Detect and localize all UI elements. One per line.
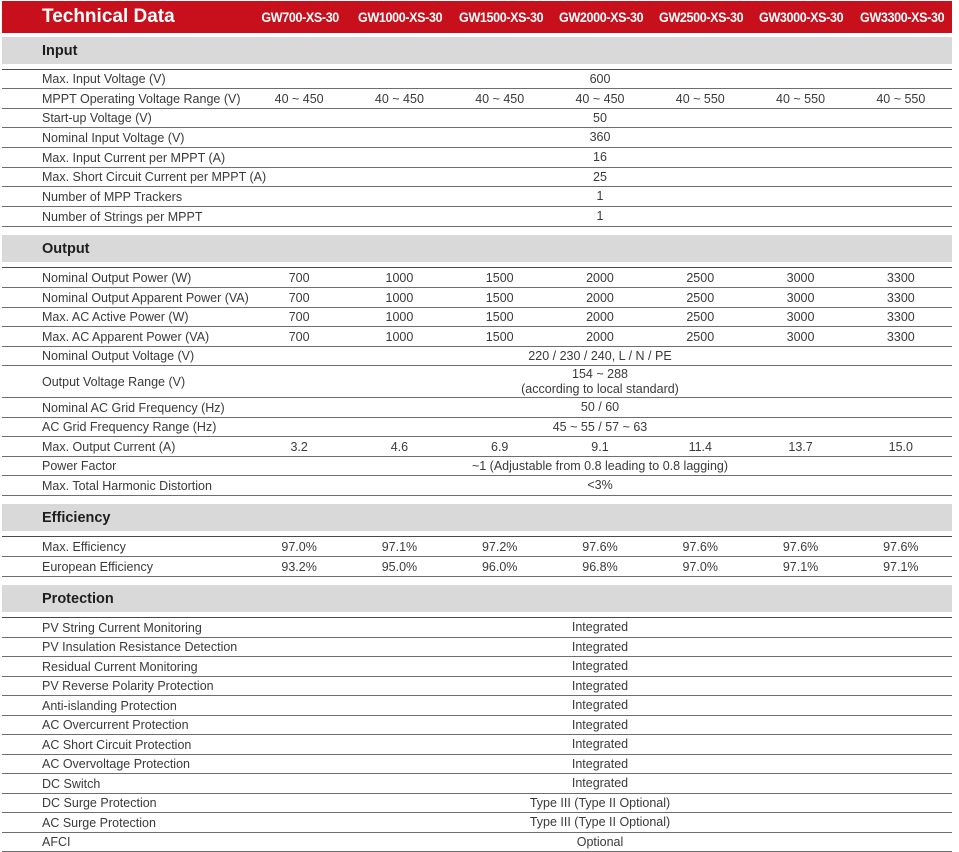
spec-values: [249, 330, 951, 344]
model-name: GW1500-XS-30: [458, 9, 543, 25]
spec-value-merged: [249, 679, 951, 694]
spec-value: 97.6%: [682, 539, 718, 554]
spec-label: Max. AC Apparent Power (VA): [42, 329, 210, 344]
spec-value-line: Integrated: [571, 756, 629, 771]
spec-value: 1000: [385, 290, 414, 305]
spec-value: 97.1%: [883, 559, 919, 574]
spec-row: [2, 457, 952, 476]
spec-value-line: 360: [589, 130, 611, 144]
spec-value-merged: [249, 640, 951, 655]
spec-row: [2, 657, 952, 677]
spec-value: 97.0%: [682, 559, 718, 574]
spec-values: [249, 737, 951, 752]
spec-value: 40 ~ 550: [776, 91, 826, 106]
spec-values: [249, 560, 951, 574]
spec-values: [249, 420, 951, 435]
model-name: GW1000-XS-30: [358, 9, 443, 25]
spec-value: 3300: [886, 329, 915, 344]
spec-row: [2, 437, 952, 457]
spec-value-line: Integrated: [571, 776, 629, 790]
spec-value-line: 50 / 60: [580, 400, 620, 414]
spec-value: 95.0%: [381, 559, 418, 574]
spec-label: Max. AC Active Power (W): [42, 310, 189, 324]
spec-label: Anti-islanding Protection: [42, 698, 177, 713]
spec-values: [249, 92, 951, 106]
spec-value: 11.4: [688, 439, 712, 454]
spec-row: [2, 618, 952, 638]
spec-values: [249, 367, 951, 397]
spec-label: AC Short Circuit Protection: [42, 737, 192, 752]
spec-value-merged: [249, 72, 951, 87]
spec-value: 97.0%: [281, 539, 317, 554]
spec-values: [249, 111, 951, 126]
spec-value-merged: [249, 659, 951, 674]
spec-value-line: 25: [593, 169, 607, 184]
spec-row: [2, 716, 952, 735]
spec-values: [249, 130, 951, 145]
spec-label: Number of MPP Trackers: [42, 189, 183, 204]
spec-row: [2, 476, 952, 496]
spec-value-merged: [249, 150, 951, 165]
spec-values: [249, 776, 951, 791]
spec-value: 1500: [485, 310, 514, 324]
spec-value: 2000: [586, 329, 614, 344]
spec-value: 1500: [485, 290, 514, 305]
spec-value: 2000: [586, 310, 614, 324]
spec-value-line: 45 ~ 55 / 57 ~ 63: [552, 419, 648, 434]
spec-value-line: Integrated: [571, 698, 629, 712]
spec-value-merged: [249, 698, 951, 713]
spec-label: Nominal AC Grid Frequency (Hz): [42, 400, 225, 415]
spec-row: [2, 288, 952, 308]
page-title: Technical Data: [42, 6, 175, 27]
spec-value-line: Integrated: [571, 659, 629, 673]
spec-values: [249, 349, 951, 364]
spec-label: Start-up Voltage (V): [42, 111, 152, 125]
spec-row: [2, 70, 952, 89]
spec-value: 97.2%: [481, 539, 518, 554]
spec-value-line: (according to local standard): [521, 381, 679, 396]
spec-value: 97.6%: [883, 539, 919, 554]
spec-row: [2, 677, 952, 696]
spec-row: [2, 268, 952, 288]
spec-values: [249, 209, 951, 224]
spec-value-line: Integrated: [571, 717, 629, 732]
spec-value: 700: [288, 329, 310, 344]
spec-value-merged: [249, 835, 951, 850]
spec-label: Nominal Output Apparent Power (VA): [42, 290, 249, 305]
spec-values: [249, 679, 951, 694]
spec-label: DC Surge Protection: [42, 796, 157, 810]
spec-value: 96.0%: [481, 559, 518, 574]
spec-label: Max. Efficiency: [42, 539, 126, 554]
spec-label: DC Switch: [42, 776, 101, 791]
spec-row: [2, 638, 952, 657]
spec-row: [2, 696, 952, 716]
spec-label: Max. Input Current per MPPT (A): [42, 150, 226, 165]
spec-value: 97.1%: [782, 559, 819, 574]
spec-table: [2, 33, 952, 852]
spec-row: [2, 418, 952, 437]
spec-values: [249, 291, 951, 305]
spec-label: Number of Strings per MPPT: [42, 209, 203, 224]
model-name: GW2000-XS-30: [558, 9, 644, 25]
spec-values: [249, 796, 951, 811]
spec-label: Nominal Output Voltage (V): [42, 349, 195, 363]
spec-values: [249, 478, 951, 493]
spec-values: [249, 757, 951, 772]
spec-value-merged: [249, 757, 951, 772]
spec-value: 9.1: [591, 439, 609, 454]
spec-value: 2500: [686, 329, 715, 344]
spec-label: PV Reverse Polarity Protection: [42, 679, 214, 693]
spec-values: [249, 620, 951, 635]
model-name: GW3300-XS-30: [859, 9, 944, 25]
spec-value-merged: [249, 420, 951, 435]
spec-value: 2000: [586, 290, 614, 305]
spec-value-line: Type III (Type II Optional): [529, 795, 671, 810]
spec-row: [2, 557, 952, 577]
spec-value: 3000: [786, 329, 815, 344]
spec-label: AFCI: [42, 835, 71, 849]
spec-value: 700: [288, 270, 310, 285]
spec-values: [249, 659, 951, 674]
spec-value-merged: [249, 459, 951, 474]
spec-value-line: 154 ~ 288: [572, 366, 628, 381]
spec-value: 700: [288, 310, 310, 324]
spec-value-merged: [249, 349, 951, 364]
spec-value-merged: [249, 796, 951, 811]
spec-value: 40 ~ 450: [475, 91, 525, 106]
spec-label: Power Factor: [42, 459, 117, 473]
spec-value: 3300: [886, 270, 915, 285]
spec-values: [249, 189, 951, 204]
spec-value-merged: [249, 130, 951, 145]
spec-value-merged: [249, 400, 951, 415]
spec-label: Nominal Input Voltage (V): [42, 130, 185, 145]
spec-row: [2, 148, 952, 168]
spec-value-line: Integrated: [571, 678, 629, 693]
spec-value-merged: [249, 367, 951, 397]
spec-label: Max. Short Circuit Current per MPPT (A): [42, 170, 267, 184]
spec-value-line: Integrated: [571, 620, 629, 634]
spec-row: [2, 755, 952, 774]
spec-value-merged: [249, 737, 951, 752]
spec-label: AC Overvoltage Protection: [42, 757, 190, 771]
spec-label: Max. Input Voltage (V): [42, 72, 166, 86]
spec-value: 40 ~ 450: [274, 91, 324, 106]
spec-value-merged: [249, 815, 951, 830]
spec-value-line: Optional: [576, 834, 624, 849]
spec-values: [249, 400, 951, 415]
spec-value: 13.7: [788, 439, 813, 454]
spec-value-line: <3%: [587, 478, 613, 492]
spec-row: [2, 537, 952, 557]
spec-value-merged: [249, 776, 951, 791]
spec-value: 2500: [686, 270, 715, 285]
spec-value: 3300: [886, 310, 915, 324]
spec-row: [2, 327, 952, 347]
spec-value: 1000: [385, 270, 414, 285]
spec-value-merged: [249, 478, 951, 493]
spec-value-merged: [249, 189, 951, 204]
spec-value: 40 ~ 550: [876, 91, 926, 106]
spec-values: [249, 271, 951, 285]
spec-value: 1000: [385, 310, 414, 324]
spec-label: MPPT Operating Voltage Range (V): [42, 91, 241, 106]
spec-label: PV String Current Monitoring: [42, 620, 202, 635]
spec-value-line: 50: [593, 110, 607, 125]
spec-label: AC Overcurrent Protection: [42, 718, 189, 732]
model-header-row: [250, 10, 952, 25]
spec-label: Max. Total Harmonic Distortion: [42, 478, 212, 493]
section-title-efficiency: Efficiency: [2, 500, 952, 531]
spec-row: [2, 187, 952, 207]
spec-values: [249, 170, 951, 185]
spec-value-merged: [249, 209, 951, 224]
spec-value-merged: [249, 718, 951, 733]
spec-label: Residual Current Monitoring: [42, 659, 198, 674]
spec-row: [2, 398, 952, 418]
spec-value: 40 ~ 450: [374, 91, 424, 106]
spec-value-line: 220 / 230 / 240, L / N / PE: [528, 348, 672, 363]
spec-label: Nominal Output Power (W): [42, 270, 192, 285]
spec-value-merged: [249, 111, 951, 126]
technical-data-header: [2, 1, 952, 33]
spec-values: [249, 718, 951, 733]
spec-values: [249, 72, 951, 87]
spec-row: [2, 89, 952, 109]
spec-row: [2, 347, 952, 366]
spec-value: 6.9: [491, 439, 509, 454]
spec-value: 2000: [586, 270, 614, 285]
spec-value: 97.6%: [782, 539, 819, 554]
spec-row: [2, 128, 952, 148]
spec-value-line: 1: [596, 209, 604, 223]
spec-row: [2, 109, 952, 128]
spec-label: European Efficiency: [42, 559, 153, 574]
spec-row: [2, 735, 952, 755]
model-name: GW2500-XS-30: [659, 9, 744, 25]
spec-value: 3000: [786, 310, 815, 324]
spec-value: 1500: [485, 270, 514, 285]
model-name: GW700-XS-30: [261, 9, 339, 25]
spec-label: AC Surge Protection: [42, 815, 156, 830]
spec-values: [249, 459, 951, 474]
spec-values: [249, 440, 951, 454]
spec-value: 15.0: [888, 439, 913, 454]
spec-value: 2500: [686, 310, 715, 324]
spec-value: 1000: [385, 329, 414, 344]
spec-value-line: Type III (Type II Optional): [529, 815, 671, 829]
spec-row: [2, 308, 952, 327]
spec-values: [249, 835, 951, 850]
model-name: GW3000-XS-30: [759, 9, 844, 25]
spec-value: 40 ~ 450: [575, 91, 625, 106]
spec-value: 3000: [786, 270, 815, 285]
spec-value-line: 16: [593, 150, 607, 164]
spec-value: 3000: [786, 290, 815, 305]
spec-values: [249, 310, 951, 324]
section-title-protection: Protection: [2, 581, 952, 612]
spec-label: Max. Output Current (A): [42, 439, 176, 454]
spec-row: [2, 813, 952, 833]
spec-value: 3300: [886, 290, 915, 305]
spec-value: 40 ~ 550: [675, 91, 725, 106]
spec-value: 97.6%: [582, 539, 618, 554]
spec-values: [249, 640, 951, 655]
spec-value-line: 600: [589, 71, 611, 86]
spec-value-merged: [249, 620, 951, 635]
spec-value-line: Integrated: [571, 737, 629, 751]
spec-values: [249, 540, 951, 554]
spec-label: PV Insulation Resistance Detection: [42, 640, 238, 654]
spec-value: 97.1%: [381, 539, 418, 554]
spec-row: [2, 366, 952, 398]
spec-values: [249, 150, 951, 165]
spec-row: [2, 774, 952, 794]
spec-value-line: ~1 (Adjustable from 0.8 leading to 0.8 lagging): [471, 458, 729, 473]
spec-value: 93.2%: [281, 559, 317, 574]
spec-label: Output Voltage Range (V): [42, 374, 186, 389]
spec-value-merged: [249, 170, 951, 185]
spec-value: 2500: [686, 290, 715, 305]
spec-values: [249, 698, 951, 713]
spec-label: AC Grid Frequency Range (Hz): [42, 420, 217, 434]
section-title-input: Input: [2, 33, 952, 64]
spec-value: 1500: [485, 329, 514, 344]
spec-value-line: Integrated: [571, 639, 629, 654]
spec-value: 3.2: [290, 439, 308, 454]
spec-value: 700: [288, 290, 310, 305]
spec-value-line: 1: [596, 189, 604, 203]
spec-value: 96.8%: [582, 559, 618, 574]
spec-value: 4.6: [390, 439, 409, 454]
spec-values: [249, 815, 951, 830]
spec-row: [2, 794, 952, 813]
spec-row: [2, 168, 952, 187]
section-title-output: Output: [2, 231, 952, 262]
spec-row: [2, 207, 952, 227]
